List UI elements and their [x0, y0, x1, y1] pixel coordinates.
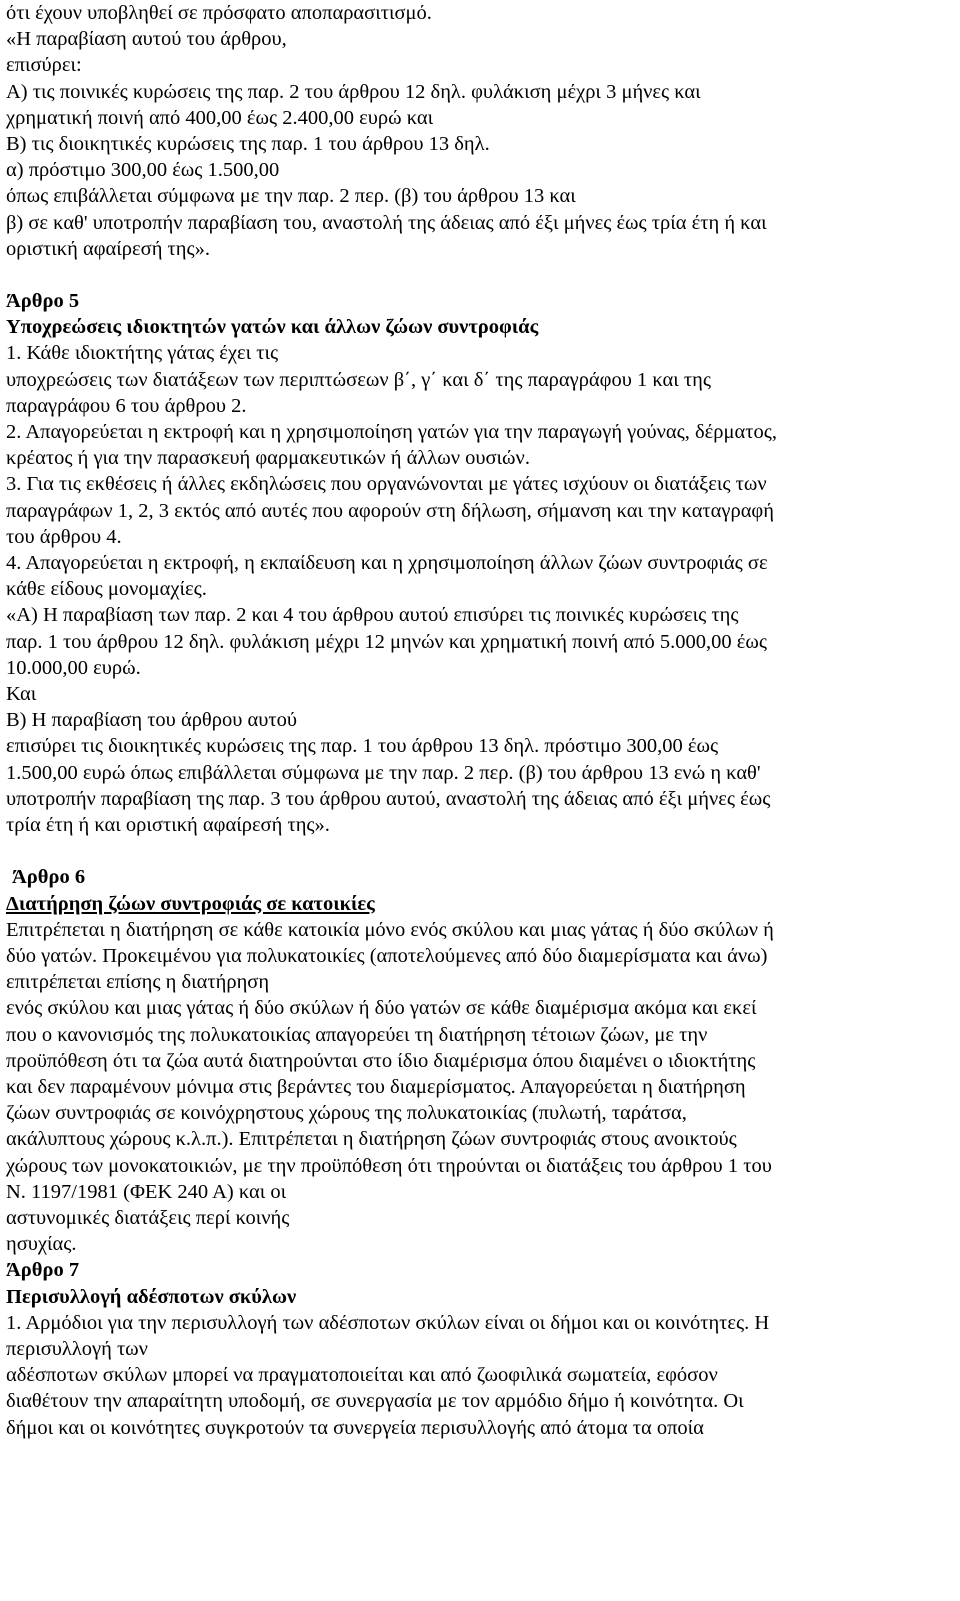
article-7-title: Περισυλλογή αδέσποτων σκύλων [6, 1285, 297, 1308]
text-line: β) σε καθ' υποτροπήν παραβίαση του, αναστολή της άδειας από έξι μήνες έως τρία έτη ή και [6, 211, 767, 234]
text-line: του άρθρου 4. [6, 525, 122, 548]
text-line: διαθέτουν την απαραίτητη υποδομή, σε συνεργασία με τον αρμόδιο δήμο ή κοινότητα. Οι [6, 1390, 744, 1413]
text-line: Α) τις ποινικές κυρώσεις της παρ. 2 του άρθρου 12 δηλ. φυλάκιση μέχρι 3 μήνες και [6, 80, 701, 103]
text-line: ζώων συντροφιάς σε κοινόχρηστους χώρους της πολυκατοικίας (πυλωτή, ταράτσα, [6, 1102, 687, 1125]
article-6-title: Διατήρηση ζώων συντροφιάς σε κατοικίες [6, 892, 375, 915]
text-line: προϋπόθεση ότι τα ζώα αυτά διατηρούνται στο ίδιο διαμέρισμα όπου διαμένει ο ιδιοκτήτης [6, 1049, 756, 1072]
text-line: 1. Κάθε ιδιοκτήτης γάτας έχει τις [6, 342, 279, 365]
text-line: αστυνομικές διατάξεις περί κοινής [6, 1206, 290, 1229]
text-line: αδέσποτων σκύλων μπορεί να πραγματοποιείται και από ζωοφιλικά σωματεία, εφόσον [6, 1364, 718, 1387]
text-line: «Η παραβίαση αυτού του άρθρου, [6, 28, 287, 51]
text-line: 4. Απαγορεύεται η εκτροφή, η εκπαίδευση και η χρησιμοποίηση άλλων ζώων συντροφιάς σε [6, 552, 768, 575]
text-line: υποχρεώσεις των διατάξεων των περιπτώσεων β΄, γ΄ και δ΄ της παραγράφου 1 και της [6, 368, 711, 391]
text-line: δήμοι και οι κοινότητες συγκροτούν τα συνεργεία περισυλλογής από άτομα τα οποία [6, 1416, 704, 1439]
text-line: παραγράφου 6 του άρθρου 2. [6, 394, 247, 417]
text-line: «Α) Η παραβίαση των παρ. 2 και 4 του άρθρου αυτού επισύρει τις ποινικές κυρώσεις της [6, 604, 739, 627]
text-line: τρία έτη ή και οριστική αφαίρεσή της». [6, 814, 330, 837]
text-line: επισύρει: [6, 54, 82, 77]
text-line: δύο γατών. Προκειμένου για πολυκατοικίες (αποτελούμενες από δύο διαμερίσματα και άνω) [6, 944, 768, 967]
text-line: 3. Για τις εκθέσεις ή άλλες εκδηλώσεις που οργανώνονται με γάτες ισχύουν οι διατάξεις των [6, 473, 767, 496]
text-line: ενός σκύλου και μιας γάτας ή δύο σκύλων ή δύο γατών σε κάθε διαμέρισμα ακόμα και εκεί [6, 997, 757, 1020]
text-line: Ν. 1197/1981 (ΦΕΚ 240 Α) και οι [6, 1180, 287, 1203]
text-line: επισύρει τις διοικητικές κυρώσεις της παρ. 1 του άρθρου 13 δηλ. πρόστιμο 300,00 έως [6, 735, 719, 758]
text-line: ακάλυπτους χώρους κ.λ.π.). Επιτρέπεται η διατήρηση ζώων συντροφιάς στους ανοικτούς [6, 1128, 737, 1151]
text-line: χρηματική ποινή από 400,00 έως 2.400,00 ευρώ και [6, 106, 434, 129]
article-5-title: Υποχρεώσεις ιδιοκτητών γατών και άλλων ζώων συντροφιάς [6, 316, 539, 339]
text-line: Και [6, 683, 37, 706]
text-line: 1.500,00 ευρώ όπως επιβάλλεται σύμφωνα με την παρ. 2 περ. (β) του άρθρου 13 ενώ η καθ' [6, 761, 761, 784]
article-7-heading: Άρθρο 7 [6, 1259, 80, 1282]
text-line: κρέατος ή για την παρασκευή φαρμακευτικών ή άλλων ουσιών. [6, 447, 530, 470]
text-line: Β) τις διοικητικές κυρώσεις της παρ. 1 του άρθρου 13 δηλ. [6, 133, 490, 156]
text-line: 10.000,00 ευρώ. [6, 656, 141, 679]
text-line: Επιτρέπεται η διατήρηση σε κάθε κατοικία μόνο ενός σκύλου και μιας γάτας ή δύο σκύλων ή [6, 918, 774, 941]
text-line: παρ. 1 του άρθρου 12 δηλ. φυλάκιση μέχρι 12 μηνών και χρηματική ποινή από 5.000,00 έως [6, 630, 767, 653]
article-6-heading: Άρθρο 6 [12, 866, 86, 889]
text-line: και δεν παραμένουν μόνιμα στις βεράντες του διαμερίσματος. Απαγορεύεται η διατήρηση [6, 1075, 746, 1098]
article-5-heading: Άρθρο 5 [6, 290, 80, 313]
text-line: που ο κανονισμός της πολυκατοικίας απαγορεύει τη διατήρηση τέτοιων ζώων, με την [6, 1023, 708, 1046]
text-line: όπως επιβάλλεται σύμφωνα με την παρ. 2 περ. (β) του άρθρου 13 και [6, 185, 576, 208]
text-line: ότι έχουν υποβληθεί σε πρόσφατο αποπαρασιτισμό. [6, 2, 432, 24]
text-line: κάθε είδους μονομαχίες. [6, 578, 207, 601]
text-line: 1. Αρμόδιοι για την περισυλλογή των αδέσποτων σκύλων είναι οι δήμοι και οι κοινότητες. Η [6, 1311, 770, 1334]
text-line: Β) Η παραβίαση του άρθρου αυτού [6, 709, 298, 732]
text-line: οριστική αφαίρεσή της». [6, 237, 210, 260]
text-line: περισυλλογή των [6, 1337, 148, 1360]
text-line: α) πρόστιμο 300,00 έως 1.500,00 [6, 159, 280, 182]
text-line: επιτρέπεται επίσης η διατήρηση [6, 971, 270, 994]
text-line: χώρους των μονοκατοικιών, με την προϋπόθεση ότι τηρούνται οι διατάξεις του άρθρου 1 του [6, 1154, 772, 1177]
text-line: παραγράφων 1, 2, 3 εκτός από αυτές που αφορούν στη δήλωση, σήμανση και την καταγραφή [6, 499, 774, 522]
text-line: 2. Απαγορεύεται η εκτροφή και η χρησιμοποίηση γατών για την παραγωγή γούνας, δέρματος, [6, 421, 777, 444]
text-line: υποτροπήν παραβίαση της παρ. 3 του άρθρου αυτού, αναστολή της άδειας από έξι μήνες έως [6, 787, 771, 810]
text-line: ησυχίας. [6, 1233, 77, 1256]
